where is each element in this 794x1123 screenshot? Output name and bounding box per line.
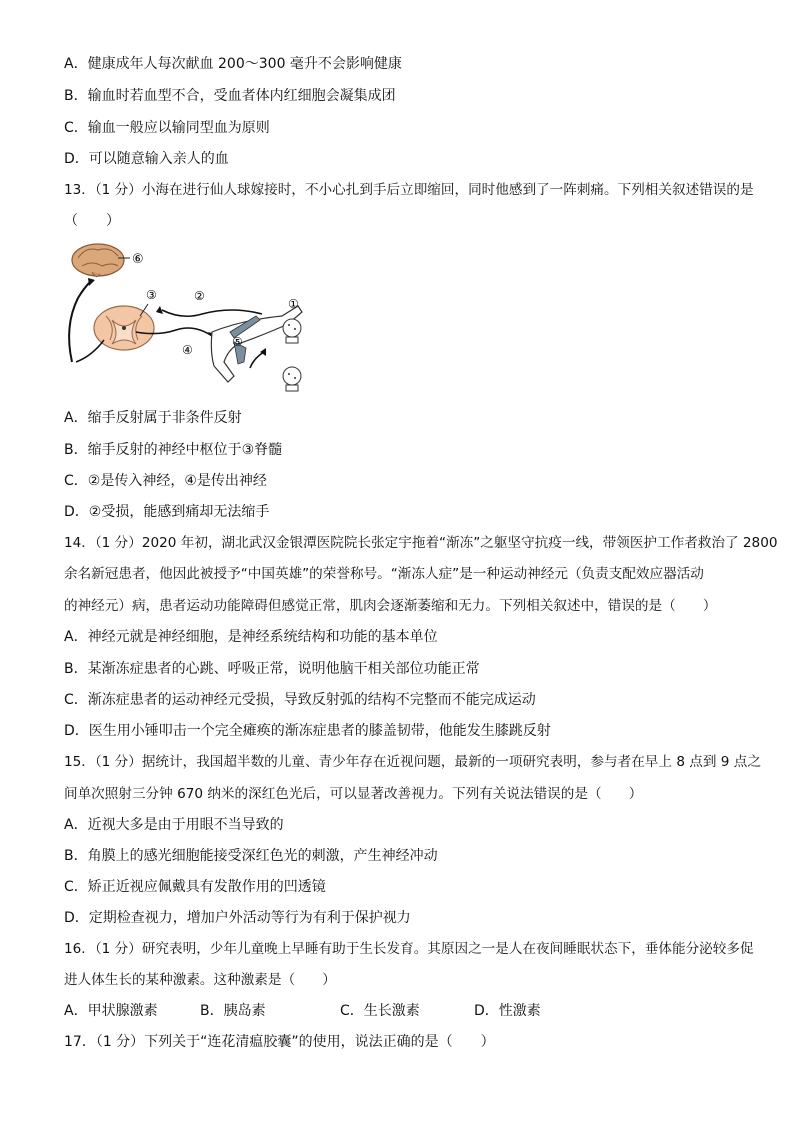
figure-label-5: ⑤ xyxy=(232,335,243,349)
q16-option-a: A．甲状腺激素 xyxy=(64,1003,158,1019)
q16-option-d: D．性激素 xyxy=(474,1003,541,1019)
q12-option-d: D．可以随意输入亲人的血 xyxy=(64,151,229,167)
figure-label-4: ④ xyxy=(182,343,193,357)
q16-option-c: C．生长激素 xyxy=(340,1003,420,1019)
figure-label-1: ① xyxy=(288,297,299,311)
q15-option-d: D．定期检查视力，增加户外活动等行为有利于保护视力 xyxy=(64,910,411,926)
q15-option-b: B．角膜上的感光细胞能接受深红色光的刺激，产生神经冲动 xyxy=(64,848,438,864)
cactus-icon xyxy=(283,367,301,391)
q14-option-b: B．某渐冻症患者的心跳、呼吸正常，说明他脑干相关部位功能正常 xyxy=(64,661,480,677)
q14-option-a: A．神经元就是神经细胞，是神经系统结构和功能的基本单位 xyxy=(64,629,438,645)
q15-option-c: C．矫正近视应佩戴具有发散作用的凹透镜 xyxy=(64,879,326,895)
cactus-icon xyxy=(283,319,301,343)
q13-option-a: A．缩手反射属于非条件反射 xyxy=(64,410,242,426)
q13-option-c: C．②是传入神经，④是传出神经 xyxy=(64,473,267,489)
q16-stem-line2: 进人体生长的某种激素。这种激素是（ ） xyxy=(64,972,336,988)
q15-option-a: A．近视大多是由于用眼不当导致的 xyxy=(64,817,284,833)
q13-stem-line1: 13．（1 分）小海在进行仙人球嫁接时，不小心扎到手后立即缩回，同时他感到了一阵刺痛。下列相关叙述错误的是 xyxy=(64,182,754,198)
brain-icon xyxy=(72,244,124,277)
figure-label-6: ⑥ xyxy=(132,252,144,267)
reflex-arc-figure xyxy=(62,236,322,406)
spinal-cord-icon xyxy=(94,306,154,350)
q12-option-a: A．健康成年人每次献血 200～300 毫升不会影响健康 xyxy=(64,56,402,72)
figure-label-2: ② xyxy=(194,289,205,303)
q16-stem-line1: 16．（1 分）研究表明，少年儿童晚上早睡有助于生长发育。其原因之一是人在夜间睡眠状态下，垂体能分泌较多促 xyxy=(64,941,754,957)
q15-stem-line1: 15．（1 分）据统计，我国超半数的儿童、青少年存在近视问题，最新的一项研究表明，参与者在早上 8 点到 9 点之 xyxy=(64,754,761,770)
q12-option-b: B．输血时若血型不合，受血者体内红细胞会凝集成团 xyxy=(64,88,396,104)
q12-option-c: C．输血一般应以输同型血为原则 xyxy=(64,120,270,136)
q16-options-row xyxy=(64,1001,541,1021)
q17-stem-line1: 17．（1 分）下列关于“连花清瘟胶囊”的使用，说法正确的是（ ） xyxy=(64,1034,495,1050)
figure-label-3: ③ xyxy=(146,288,157,302)
q14-stem-line2: 余名新冠患者，他因此被授予“中国英雄”的荣誉称号。“渐冻人症”是一种运动神经元（负责支配效应器活动 xyxy=(64,566,704,582)
q14-option-d: D．医生用小锤叩击一个完全瘫痪的渐冻症患者的膝盖韧带，他能发生膝跳反射 xyxy=(64,723,551,739)
q13-stem-line2: （ ） xyxy=(64,213,120,229)
q14-stem-line3: 的神经元）病，患者运动功能障碍但感觉正常，肌肉会逐渐萎缩和无力。下列相关叙述中，错误的是（ ） xyxy=(64,598,717,614)
q14-option-c: C．渐冻症患者的运动神经元受损，导致反射弧的结构不完整而不能完成运动 xyxy=(64,692,536,708)
q15-stem-line2: 间单次照射三分钟 670 纳米的深红色光后，可以显著改善视力。下列有关说法错误的是（ ） xyxy=(64,786,643,802)
q13-option-d: D．②受损，能感到痛却无法缩手 xyxy=(64,504,270,520)
q14-stem-line1: 14．（1 分）2020 年初，湖北武汉金银潭医院院长张定宇拖着“渐冻”之躯坚守抗疫一线，带领医护工作者救治了 2800 xyxy=(64,535,778,551)
q13-option-b: B．缩手反射的神经中枢位于③脊髓 xyxy=(64,442,283,458)
q16-option-b: B．胰岛素 xyxy=(200,1003,266,1019)
